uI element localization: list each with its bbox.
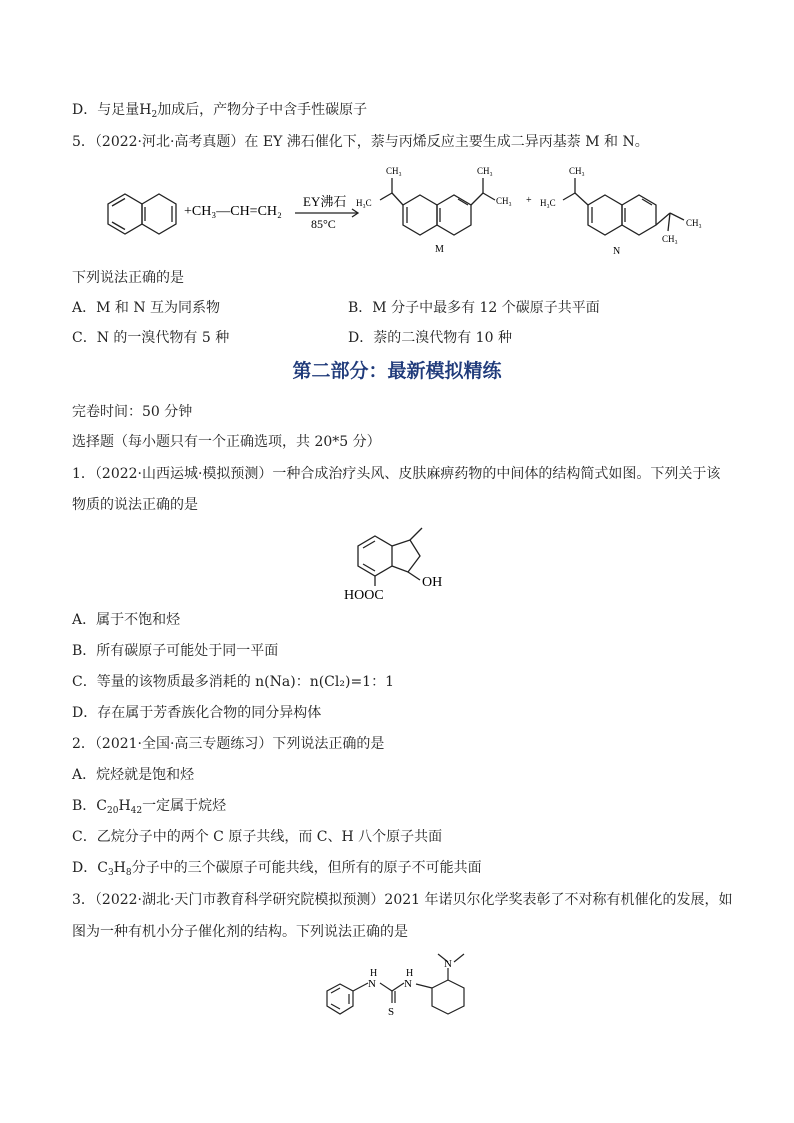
catalyst-text: EY沸石 — [303, 194, 347, 209]
six-member-ring — [358, 536, 392, 576]
q3-catalyst-structure — [320, 948, 520, 1032]
q5-option-a: A．M 和 N 互为同系物 — [72, 300, 221, 316]
q1-structure — [330, 522, 470, 604]
atom-n3: N — [444, 958, 452, 970]
n-ch3-bottom: CH₃ — [662, 234, 678, 244]
n-h3c-left: H₃C — [540, 198, 556, 208]
q1-stem-line1: 1．（2022·山西运城·模拟预测）一种合成治疗头风、皮肤麻痹药物的中间体的结构简式如图。下列关于该 — [72, 466, 721, 482]
carboxyl-text: HOOC — [344, 588, 384, 603]
q1-option-b: B．所有碳原子可能处于同一平面 — [72, 643, 279, 659]
q5-reaction-scheme — [90, 156, 710, 260]
product-m-ring-left — [403, 195, 437, 235]
q3-stem-line2: 图为一种有机小分子催化剂的结构。下列说法正确的是 — [72, 924, 408, 940]
section-time: 完卷时间：50 分钟 — [72, 404, 193, 420]
propene-text: +CH₃—CH=CH₂ — [184, 204, 282, 219]
q5-stem: 5．（2022·河北·高考真题）在 EY 沸石催化下，萘与丙烯反应主要生成二异丙基萘 M 和 N。 — [72, 134, 649, 150]
q1-option-c: C．等量的该物质最多消耗的 n(Na)：n(Cl₂)=1：1 — [72, 674, 394, 690]
m-ch3-top-left: CH₃ — [386, 166, 402, 176]
product-n-ring-right — [622, 195, 656, 235]
m-ch3-right: CH₃ — [496, 196, 512, 206]
naphthalene-ring-right — [142, 194, 176, 234]
n-ch3-right: CH₃ — [686, 218, 702, 228]
plus-sign: + — [526, 195, 532, 206]
q5-option-c: C．N 的一溴代物有 5 种 — [72, 330, 230, 346]
hydroxyl-text: OH — [422, 575, 443, 590]
temperature-text: 85°C — [311, 217, 336, 231]
q2-option-b: B．$C_{20}H_{42}$一定属于烷烃 — [72, 798, 227, 816]
q5-option-d: D．萘的二溴代物有 10 种 — [348, 330, 512, 346]
q5-prompt: 下列说法正确的是 — [72, 270, 184, 286]
cyclohexane-ring — [432, 980, 464, 1014]
atom-h2: H — [406, 968, 414, 979]
label-m: M — [435, 244, 444, 255]
atom-n2: N — [404, 978, 412, 990]
q4-option-d: D．与足量$H_2$加成后，产物分子中含手性碳原子 — [72, 102, 368, 120]
n-ch3-top: CH₃ — [569, 166, 585, 176]
q1-stem-line2: 物质的说法正确的是 — [72, 497, 198, 513]
q5-option-b: B．M 分子中最多有 12 个碳原子共平面 — [348, 300, 600, 316]
product-n-ring-left — [588, 195, 622, 235]
q2-option-d: D．$C_3H_8$分子中的三个碳原子可能共线，但所有的原子不可能共面 — [72, 860, 482, 878]
q1-option-d: D．存在属于芳香族化合物的同分异构体 — [72, 705, 322, 721]
section-type: 选择题（每小题只有一个正确选项，共 20*5 分） — [72, 434, 381, 450]
atom-n1: N — [368, 978, 376, 990]
m-ch3-top-right: CH₃ — [477, 166, 493, 176]
atom-s: S — [388, 1006, 395, 1018]
naphthalene-ring-left — [108, 194, 142, 234]
q2-option-c: C．乙烷分子中的两个 C 原子共线，而 C、H 八个原子共面 — [72, 829, 443, 845]
label-n: N — [613, 246, 621, 257]
product-m-ring-right — [437, 195, 471, 235]
atom-h1: H — [370, 968, 378, 979]
q1-option-a: A．属于不饱和烃 — [72, 612, 181, 628]
five-member-ring — [392, 540, 420, 572]
q2-stem: 2．（2021·全国·高三专题练习）下列说法正确的是 — [72, 736, 385, 752]
section-title: 第二部分：最新模拟精练 — [292, 360, 502, 382]
q3-stem-line1: 3．（2022·湖北·天门市教育科学研究院模拟预测）2021 年诺贝尔化学奖表彰了不对称有机催化的发展，如 — [72, 892, 733, 908]
q2-option-a: A．烷烃就是饱和烃 — [72, 767, 195, 783]
m-h3c-left: H₃C — [356, 198, 372, 208]
